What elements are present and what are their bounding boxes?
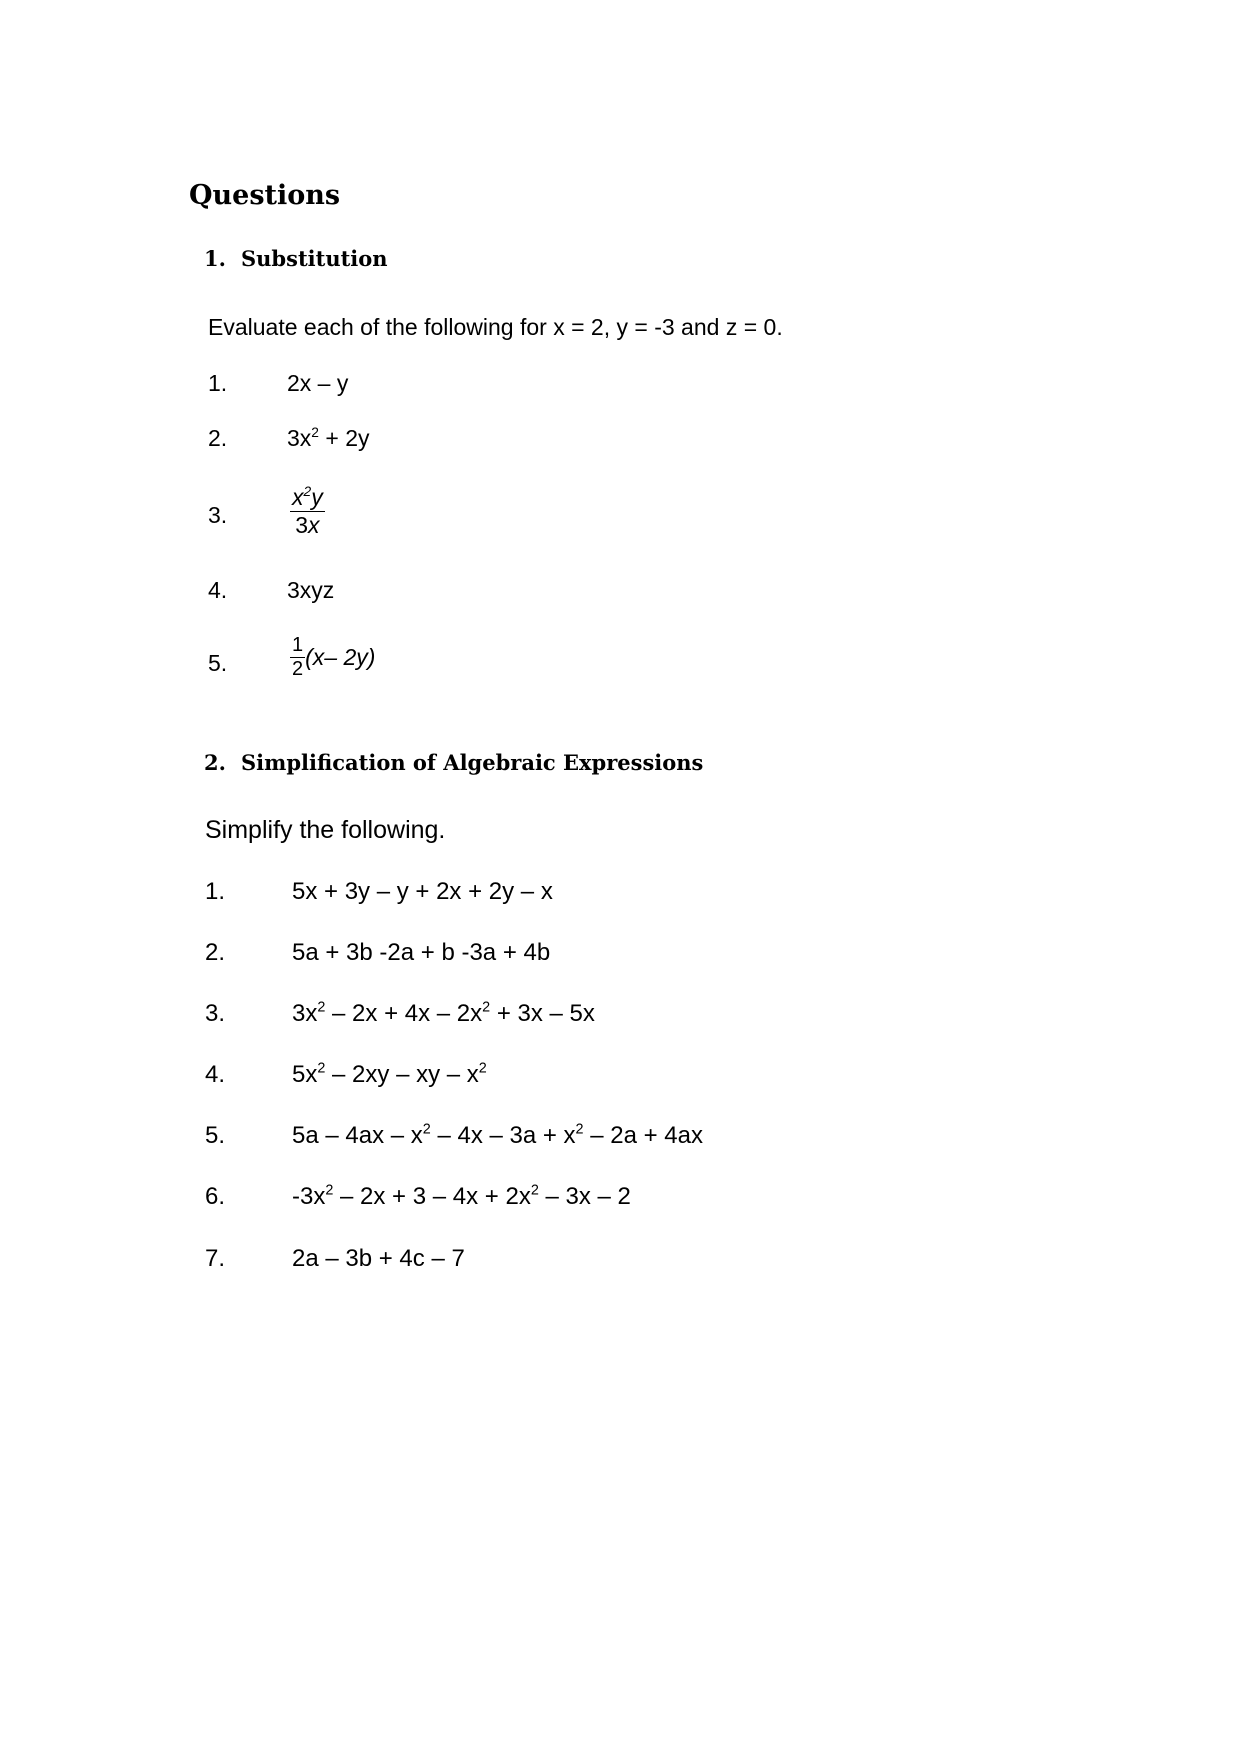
section-heading-substitution: [204, 246, 388, 271]
question-expression: 5x + 3y – y + 2x + 2y – x: [292, 878, 553, 905]
question-number: 7.: [205, 1245, 226, 1272]
question-expression: $3x^2 - 2x + 4x - 2x^2 + 3x - 5x$: [292, 999, 595, 1027]
question-number: 3.: [208, 502, 228, 528]
section-number: 1.: [204, 246, 226, 271]
question-expression: $-3x^2 - 2x + 3 - 4x + 2x^2 - 3x - 2$: [292, 1182, 631, 1210]
question-expression: 2a – 3b + 4c – 7: [292, 1245, 465, 1272]
section-heading-simplification: [204, 750, 703, 775]
question-number: 5.: [205, 1122, 226, 1149]
question-number: 3.: [205, 1000, 226, 1027]
section-intro: Evaluate each of the following for x = 2, y = -3 and z = 0.: [208, 314, 783, 340]
question-expression-fraction: $\frac{1}{2}$ (x– 2y): [292, 634, 376, 680]
question-number: 4.: [205, 1061, 226, 1088]
question-expression: $3x^2 + 2y$: [287, 425, 370, 451]
section-intro: Simplify the following.: [205, 816, 446, 844]
question-number: 2.: [205, 939, 226, 966]
question-expression: $5a - 4ax - x^2 - 4x - 3a + x^2 - 2a + 4ax$: [292, 1121, 703, 1149]
section-number: 2.: [204, 750, 226, 775]
section-title: Simplification of Algebraic Expressions: [241, 750, 704, 775]
question-number: 6.: [205, 1183, 226, 1210]
question-expression-fraction: $\frac{x^2y}{3x}$: [292, 484, 323, 538]
question-number: 1.: [205, 878, 226, 905]
question-expression: 3xyz: [287, 577, 335, 603]
question-number: 1.: [208, 370, 228, 396]
question-expression: 2x – y: [287, 370, 349, 396]
question-expression: 5a + 3b -2a + b -3a + 4b: [292, 939, 551, 966]
question-number: 4.: [208, 577, 228, 603]
section-title: Substitution: [241, 246, 388, 271]
question-expression: $5x^2 - 2xy$ – xy – $x^2$: [292, 1060, 487, 1088]
page-title: Questions: [189, 180, 341, 211]
question-number: 5.: [208, 650, 228, 676]
question-number: 2.: [208, 425, 228, 451]
